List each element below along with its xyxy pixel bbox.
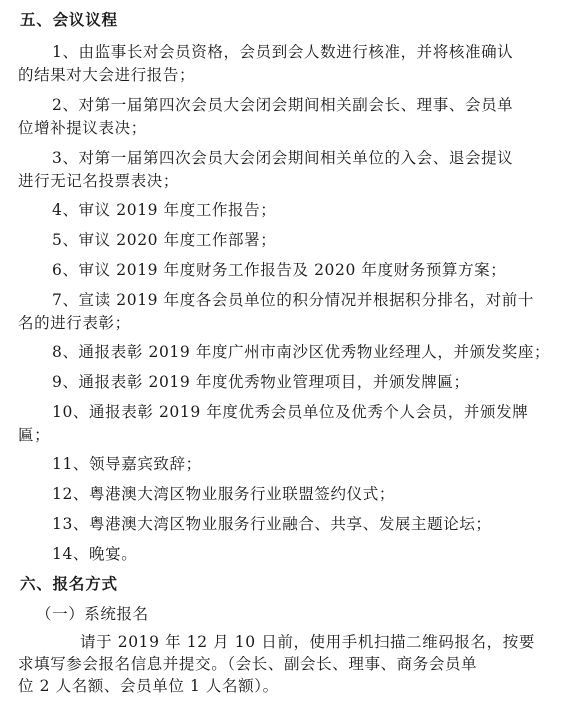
registration-paragraph-line-2: 求填写参会报名信息并提交。（会长、副会长、理事、商务会员单: [18, 655, 478, 673]
registration-paragraph-line-3: 位 2 人名额、会员单位 1 人名额）。: [18, 677, 279, 695]
agenda-item-6: 6、审议 2019 年度财务工作报告及 2020 年度财务预算方案；: [52, 261, 507, 279]
agenda-item-3-line-1: 3、对第一届第四次会员大会闭会期间相关单位的入会、退会提议: [52, 149, 514, 167]
section-heading-registration: 六、报名方式: [20, 575, 118, 593]
agenda-item-11: 11、领导嘉宾致辞；: [52, 455, 202, 473]
agenda-item-2-line-1: 2、对第一届第四次会员大会闭会期间相关副会长、理事、会员单: [52, 96, 514, 114]
agenda-item-14: 14、晚宴。: [52, 545, 138, 563]
section-heading-agenda: 五、会议议程: [20, 11, 118, 29]
agenda-item-10-line-2: 匾；: [18, 426, 51, 444]
registration-paragraph-line-1: 请于 2019 年 12 月 10 日前，使用手机扫描二维码报名，按要: [80, 633, 535, 651]
agenda-item-7-line-2: 名的进行表彰；: [18, 314, 131, 332]
agenda-item-4: 4、审议 2019 年度工作报告；: [52, 201, 277, 219]
agenda-item-13: 13、粤港澳大湾区物业服务行业融合、共享、发展主题论坛；: [52, 515, 492, 533]
agenda-item-7-line-1: 7、宣读 2019 年度各会员单位的积分情况并根据积分排名，对前十: [52, 291, 534, 309]
agenda-item-10-line-1: 10、通报表彰 2019 年度优秀会员单位及优秀个人会员，并颁发牌: [52, 403, 529, 421]
agenda-item-2-line-2: 位增补提议表决；: [18, 119, 147, 137]
agenda-item-9: 9、通报表彰 2019 年度优秀物业管理项目，并颁发牌匾；: [52, 373, 470, 391]
subheading-system-registration: （一）系统报名: [36, 605, 149, 623]
agenda-item-5: 5、审议 2020 年度工作部署；: [52, 231, 277, 249]
agenda-item-1-line-1: 1、由监事长对会员资格，会员到会人数进行核准，并将核准确认: [52, 43, 514, 61]
agenda-item-8: 8、通报表彰 2019 年度广州市南沙区优秀物业经理人，并颁发奖座；: [52, 343, 551, 361]
agenda-item-3-line-2: 进行无记名投票表决；: [18, 172, 180, 190]
agenda-item-1-line-2: 的结果对大会进行报告；: [18, 66, 196, 84]
agenda-item-12: 12、粤港澳大湾区物业服务行业联盟签约仪式；: [52, 485, 395, 503]
